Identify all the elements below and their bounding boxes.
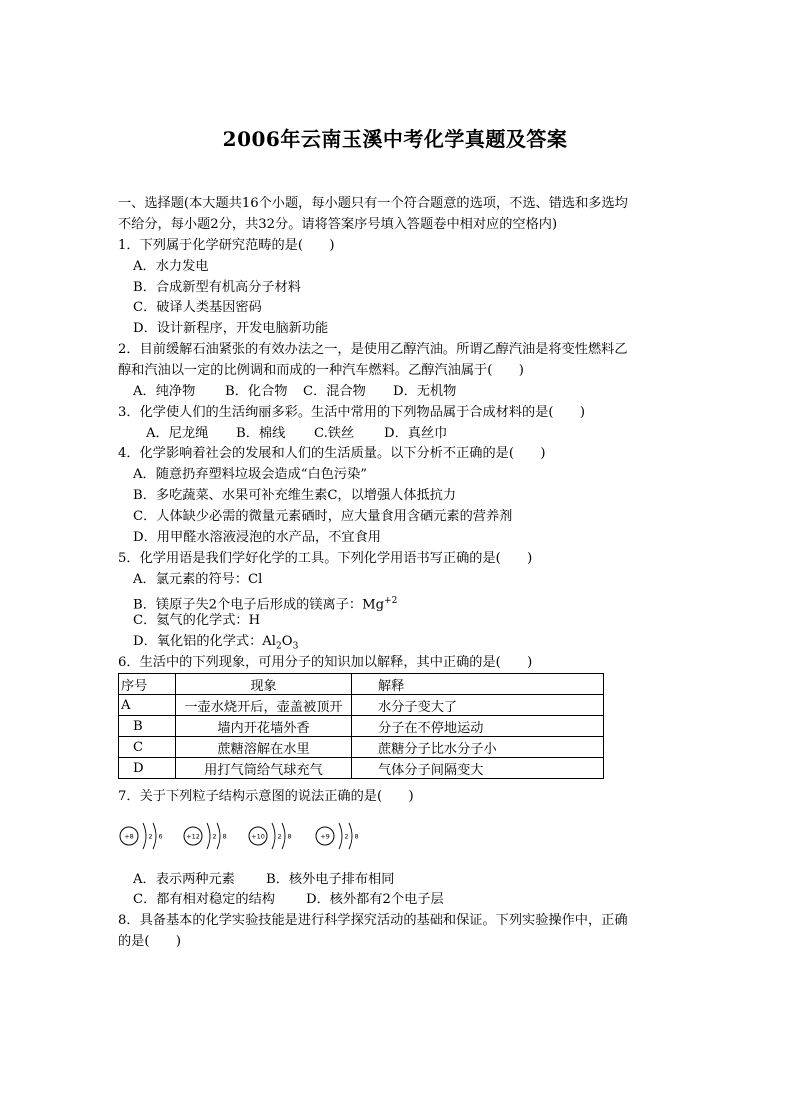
q5-option-b-text: B．镁原子失2个电子后形成的镁离子：Mg (133, 597, 385, 613)
q7-options-row2 (133, 892, 444, 908)
q4-option-c: C．人体缺少必需的微量元素硒时，应大量食用含硒元素的营养剂 (133, 509, 513, 524)
q5-option-b (133, 593, 397, 613)
q5-option-d-sub1: 2 (276, 641, 282, 652)
q4-option-a: A．随意扔弃塑料垃圾会造成“白色污染” (133, 467, 368, 482)
q2-options (133, 384, 456, 400)
q5-stem: 5．化学用语是我们学好化学的工具。下列化学用语书写正确的是( ) (118, 551, 533, 566)
q4-option-b: B．多吃蔬菜、水果可补充维生素C，以增强人体抵抗力 (133, 488, 457, 503)
q1-option-d: D．设计新程序，开发电脑新功能 (133, 321, 329, 336)
q6-cell-phenomenon: 用打气筒给气球充气 (176, 758, 352, 779)
electron-count: 2 (148, 832, 153, 841)
q2-option-a: A．纯净物 (133, 384, 196, 399)
electron-count: 2 (212, 832, 217, 841)
q2-stem-line2: 醇和汽油以一定的比例调和而成的一种汽车燃料。乙醇汽油属于( ) (118, 363, 524, 378)
q7-atom-diagrams (116, 818, 376, 854)
q5-option-d-sub2: 3 (292, 641, 299, 652)
q1-option-b: B．合成新型有机高分子材料 (133, 280, 301, 295)
q6-cell-explanation: 水分子变大了 (352, 695, 604, 716)
q3-options (146, 426, 447, 442)
q3-option-c: C.铁丝 (314, 426, 355, 441)
q3-option-d: D．真丝巾 (384, 426, 448, 441)
nucleus-charge: +12 (186, 832, 200, 841)
q6-cell-explanation: 分子在不停地运动 (352, 716, 604, 737)
q7-option-b: B．核外电子排布相同 (266, 872, 395, 887)
electron-count: 8 (287, 832, 292, 841)
q3-option-a: A．尼龙绳 (146, 426, 209, 441)
page-title: 2006年云南玉溪中考化学真题及答案 (222, 127, 568, 151)
q6-cell-phenomenon: 一壶水烧开后，壶盖被顶开 (176, 695, 352, 716)
table-row (119, 695, 604, 716)
q8-stem-line2: 的是( ) (118, 934, 182, 949)
q7-option-a: A．表示两种元素 (133, 872, 235, 887)
electron-count: 8 (222, 832, 227, 841)
q6-table (118, 673, 604, 779)
q5-option-a: A．氯元素的符号：Cl (133, 572, 263, 587)
q6-cell-phenomenon: 墙内开花墙外香 (176, 716, 352, 737)
q3-stem: 3．化学使人们的生活绚丽多彩。生活中常用的下列物品属于合成材料的是( ) (118, 405, 586, 420)
electron-shell-arc (339, 823, 342, 849)
electron-shell-arc (217, 823, 220, 849)
nucleus-charge: +8 (124, 832, 134, 841)
electron-shell-arc (207, 823, 210, 849)
q6-cell-explanation: 气体分子间隔变大 (352, 758, 604, 779)
q6-cell-label: C (119, 737, 176, 758)
q6-cell-phenomenon: 蔗糖溶解在水里 (176, 737, 352, 758)
electron-shell-arc (143, 823, 146, 849)
q1-option-a: A．水力发电 (133, 259, 209, 274)
q6-cell-label: B (119, 716, 176, 737)
atom-structure-diagram (184, 823, 227, 849)
q6-stem: 6．生活中的下列现象，可用分子的知识加以解释，其中正确的是( ) (118, 655, 533, 670)
electron-shell-arc (282, 823, 285, 849)
electron-count: 2 (277, 832, 282, 841)
nucleus-charge: +9 (320, 832, 330, 841)
atom-structure-diagram (120, 823, 163, 849)
q6-cell-label: A (119, 695, 176, 716)
electron-count: 8 (354, 832, 359, 841)
electron-shell-arc (153, 823, 156, 849)
q3-option-b: B．棉线 (236, 426, 286, 441)
q2-option-b: B．化合物 (225, 384, 288, 399)
q5-option-c: C．氦气的化学式：H (133, 613, 261, 628)
q6-header-explanation: 解释 (352, 674, 604, 695)
q4-option-d: D．用甲醛水溶液浸泡的水产品，不宜食用 (133, 530, 381, 545)
q2-stem-line1: 2．目前缓解石油紧张的有效办法之一，是使用乙醇汽油。所谓乙醇汽油是将变性燃料乙 (118, 342, 628, 357)
table-row (119, 737, 604, 758)
electron-count: 6 (158, 832, 163, 841)
q7-option-d: D．核外都有2个电子层 (306, 892, 444, 907)
electron-shell-arc (272, 823, 275, 849)
table-row (119, 716, 604, 737)
q5-option-d-oxygen: O (281, 634, 293, 649)
q5-option-d-text: D．氧化铝的化学式：Al (133, 634, 277, 649)
q6-header-number: 序号 (119, 674, 176, 695)
q7-stem: 7．关于下列粒子结构示意图的说法正确的是( ) (118, 789, 414, 804)
q2-option-c: C．混合物 (303, 384, 366, 399)
q7-options-row1 (133, 872, 394, 888)
q6-cell-label: D (119, 758, 176, 779)
q2-option-d: D．无机物 (393, 384, 457, 399)
q4-stem: 4．化学影响着社会的发展和人们的生活质量。以下分析不正确的是( ) (118, 446, 546, 461)
q1-stem: 1．下列属于化学研究范畴的是( ) (118, 238, 335, 253)
q5-option-d (133, 634, 298, 655)
atom-structure-diagram (249, 823, 292, 849)
q8-stem-line1: 8．具备基本的化学实验技能是进行科学探究活动的基础和保证。下列实验操作中，正确 (118, 913, 628, 928)
electron-shell-arc (349, 823, 352, 849)
q6-header-phenomenon: 现象 (176, 674, 352, 695)
nucleus-charge: +10 (251, 832, 265, 841)
q6-table-header (119, 674, 604, 695)
q1-option-c: C．破译人类基因密码 (133, 300, 262, 315)
q6-cell-explanation: 蔗糖分子比水分子小 (352, 737, 604, 758)
electron-count: 2 (344, 832, 349, 841)
q5-option-b-charge: +2 (384, 596, 398, 606)
section-instructions-line2: 不给分，每小题2分，共32分。请将答案序号填入答题卷中相对应的空格内) (118, 217, 558, 232)
q7-option-c: C．都有相对稳定的结构 (133, 892, 275, 907)
table-row (119, 758, 604, 779)
section-instructions-line1: 一、选择题(本大题共16个小题，每小题只有一个符合题意的选项，不选、错选和多选均 (118, 196, 628, 211)
atom-structure-diagram (316, 823, 359, 849)
